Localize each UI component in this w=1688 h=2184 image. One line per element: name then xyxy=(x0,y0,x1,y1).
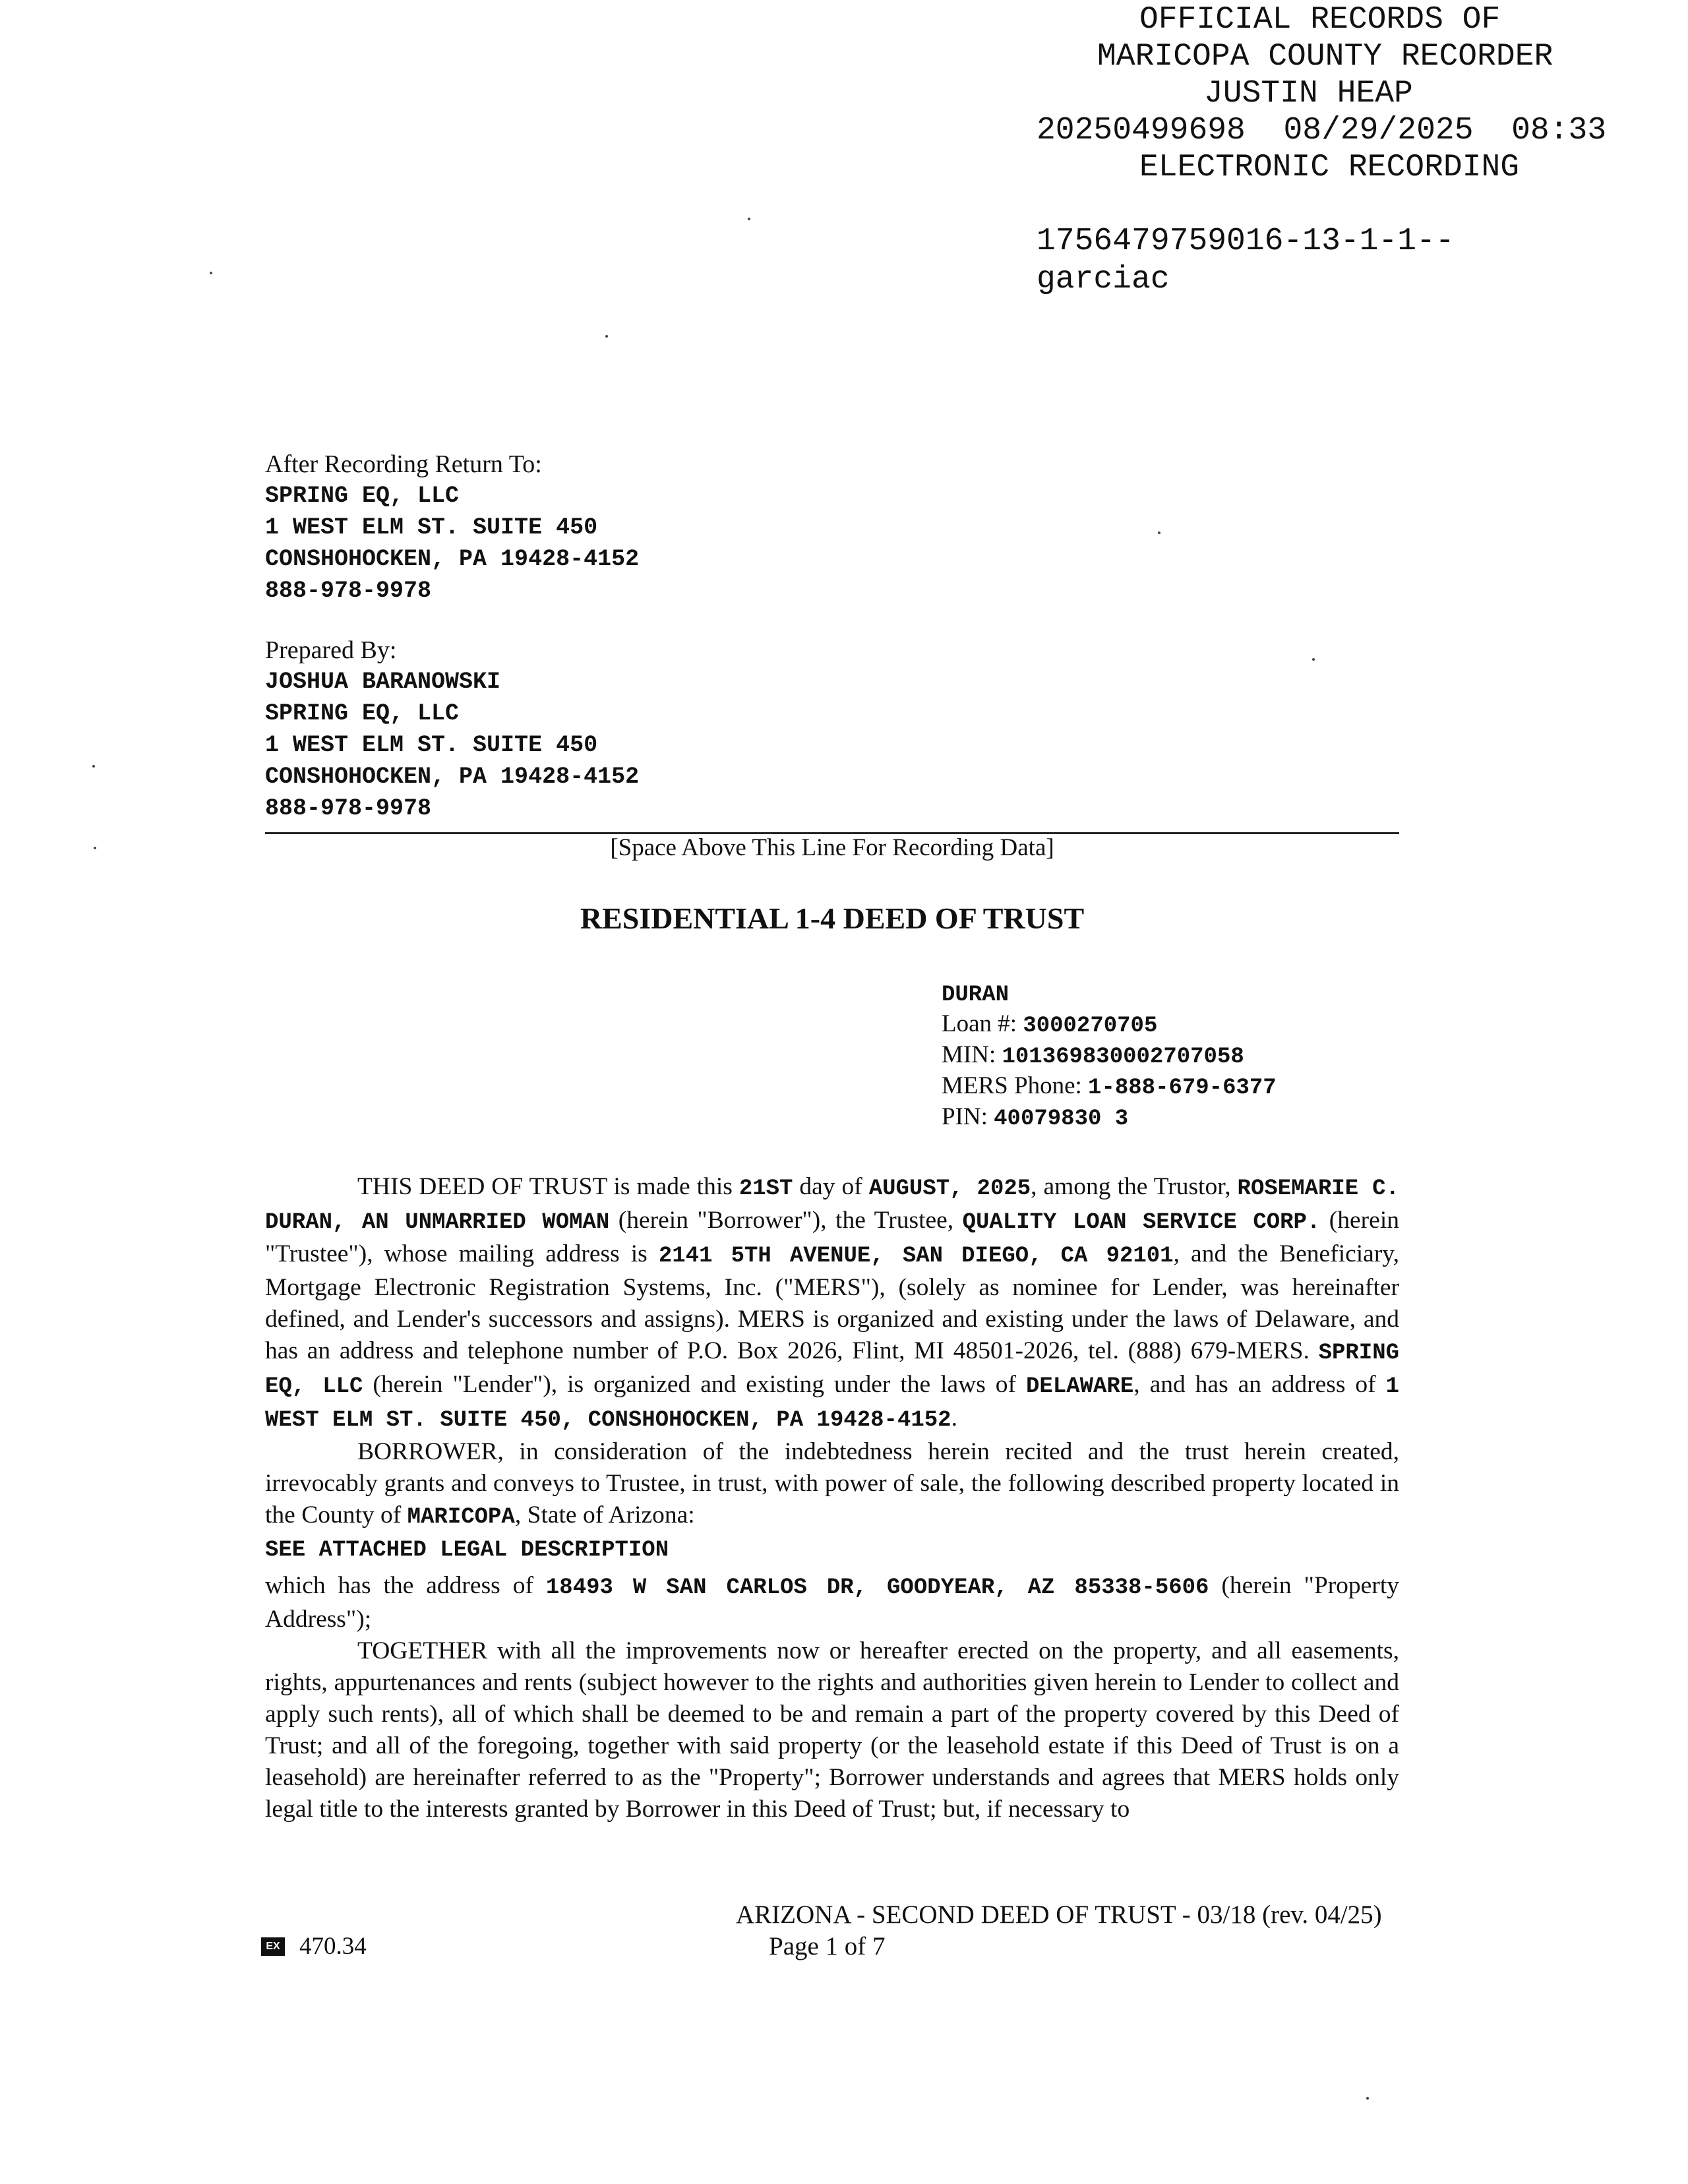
min-row xyxy=(942,1041,1277,1072)
mers-phone: 1-888-679-6377 xyxy=(1088,1076,1277,1101)
scan-speck xyxy=(1158,531,1160,534)
text-run: day of xyxy=(793,1173,869,1200)
form-title: ARIZONA - SECOND DEED OF TRUST - 03/18 (rev. 04/25) xyxy=(736,1900,1382,1929)
return-to-line: CONSHOHOCKEN, PA 19428-4152 xyxy=(265,546,640,572)
text-run: (herein "Property Address"); xyxy=(265,1572,1399,1633)
scan-speck xyxy=(94,847,96,849)
mers-phone-label: MERS Phone: xyxy=(942,1072,1082,1099)
return-to-line: SPRING EQ, LLC xyxy=(265,483,460,509)
loan-number-label: Loan #: xyxy=(942,1010,1017,1037)
text-run: . xyxy=(951,1405,957,1432)
text-run: (herein "Borrower"), the Trustee, xyxy=(609,1207,963,1234)
prepared-by-line: 888-978-9978 xyxy=(265,795,432,822)
recorder-stamp-line5: ELECTRONIC RECORDING xyxy=(1139,150,1520,185)
text-run: , among the Trustor, xyxy=(1031,1173,1238,1200)
scan-speck xyxy=(92,765,95,768)
document-title: RESIDENTIAL 1-4 DEED OF TRUST xyxy=(580,901,1085,935)
recorder-stamp-line3: JUSTIN HEAP xyxy=(1204,76,1413,111)
property-address: 18493 W SAN CARLOS DR, GOODYEAR, AZ 85338-5606 xyxy=(545,1575,1209,1600)
loan-info-block xyxy=(942,981,1277,1134)
pin-number: 40079830 3 xyxy=(994,1107,1129,1132)
min-number: 101369830002707058 xyxy=(1002,1045,1244,1070)
text-run: THIS DEED OF TRUST is made this xyxy=(357,1173,739,1200)
prepared-by-label: Prepared By: xyxy=(265,636,397,664)
lender-state: DELAWARE xyxy=(1026,1374,1134,1399)
text-run: (herein "Lender"), is organized and existing under the laws of xyxy=(363,1371,1027,1398)
borrower-short-name: DURAN xyxy=(942,983,1010,1008)
trustee-name: QUALITY LOAN SERVICE CORP. xyxy=(962,1210,1321,1235)
text-run: (herein "Trustee"), whose mailing address is xyxy=(265,1207,1399,1267)
lender-name: SPRING EQ, LLC xyxy=(265,1341,1399,1399)
form-code xyxy=(261,1932,367,1961)
paragraph-property-address xyxy=(265,1570,1399,1635)
recorder-stamp-line1: OFFICIAL RECORDS OF xyxy=(1139,2,1501,38)
min-label: MIN: xyxy=(942,1041,996,1068)
scan-speck xyxy=(748,218,750,220)
return-to-line: 1 WEST ELM ST. SUITE 450 xyxy=(265,514,598,541)
scan-speck xyxy=(1366,2097,1369,2100)
paragraph-grant xyxy=(265,1436,1399,1533)
recording-space-note: [Space Above This Line For Recording Data] xyxy=(610,834,1054,861)
prepared-by-block xyxy=(265,634,639,824)
form-code-number: 470.34 xyxy=(299,1933,367,1960)
trustor-name: ROSEMARIE C. DURAN, AN UNMARRIED WOMAN xyxy=(265,1176,1399,1235)
text-run: which has the address of xyxy=(265,1572,546,1599)
lender-address: 1 WEST ELM ST. SUITE 450, CONSHOHOCKEN, PA 19428-4152 xyxy=(265,1374,1399,1433)
deed-body xyxy=(265,1171,1399,1825)
text-run: , and the Beneficiary, Mortgage Electronic Registration Systems, Inc. ("MERS"), (solely as nominee for Lender, was hereinafter defined, and Lender's successors and assigns). MERS is organized and existing under the laws of Delaware, and has an address and telephone number of P.O. Box 2026, Flint, MI 48501-2026, tel. (888) 679-MERS. xyxy=(265,1240,1399,1364)
recording-batch-id: 1756479759016-13-1-1-- xyxy=(1037,224,1455,259)
mers-phone-row xyxy=(942,1072,1277,1103)
paragraph-parties xyxy=(265,1171,1399,1436)
return-to-line: 888-978-9978 xyxy=(265,578,432,604)
pin-row xyxy=(942,1103,1277,1134)
recorder-stamp-line4: 20250499698 08/29/2025 08:33 xyxy=(1037,113,1607,148)
ex-form-icon: EX xyxy=(261,1937,285,1956)
scan-speck xyxy=(1312,658,1315,661)
scan-speck xyxy=(210,272,212,274)
return-to-label: After Recording Return To: xyxy=(265,450,542,478)
loan-number: 3000270705 xyxy=(1023,1014,1158,1039)
scan-speck xyxy=(605,335,608,338)
deed-day: 21ST xyxy=(738,1176,793,1201)
prepared-by-line: JOSHUA BARANOWSKI xyxy=(265,669,501,695)
legal-description: SEE ATTACHED LEGAL DESCRIPTION xyxy=(265,1538,669,1563)
page-number: Page 1 of 7 xyxy=(769,1932,886,1960)
return-to-block xyxy=(265,448,639,607)
text-run: , State of Arizona: xyxy=(514,1502,695,1529)
prepared-by-line: 1 WEST ELM ST. SUITE 450 xyxy=(265,732,598,758)
text-run: BORROWER, in consideration of the indebtedness herein recited and the trust herein created, irrevocably grants and conveys to Trustee, in trust, with power of sale, the following described property located in the County of xyxy=(265,1438,1399,1529)
text-run: , and has an address of xyxy=(1133,1371,1386,1398)
pin-label: PIN: xyxy=(942,1103,988,1130)
recorder-stamp-line2: MARICOPA COUNTY RECORDER xyxy=(1097,39,1553,75)
trustee-address: 2141 5TH AVENUE, SAN DIEGO, CA 92101 xyxy=(658,1244,1174,1269)
prepared-by-line: SPRING EQ, LLC xyxy=(265,700,460,727)
loan-number-row xyxy=(942,1010,1277,1041)
prepared-by-line: CONSHOHOCKEN, PA 19428-4152 xyxy=(265,764,640,790)
county-name: MARICOPA xyxy=(407,1505,515,1530)
recording-clerk: garciac xyxy=(1037,262,1170,297)
deed-month-year: AUGUST, 2025 xyxy=(868,1176,1031,1201)
paragraph-together: TOGETHER with all the improvements now or hereafter erected on the property, and all easements, rights, appurtenances and rents (subject however to the rights and authorities given herein to Lender to collect and apply such rents), all of which shall be deemed to be and remain a part of the property covered by this Deed of Trust; and all of the foregoing, together with said property (or the leasehold estate if this Deed of Trust is on a leasehold) are hereinafter referred to as the "Property"; Borrower understands and agrees that MERS holds only legal title to the interests granted by Borrower in this Deed of Trust; but, if necessary to xyxy=(265,1637,1399,1823)
